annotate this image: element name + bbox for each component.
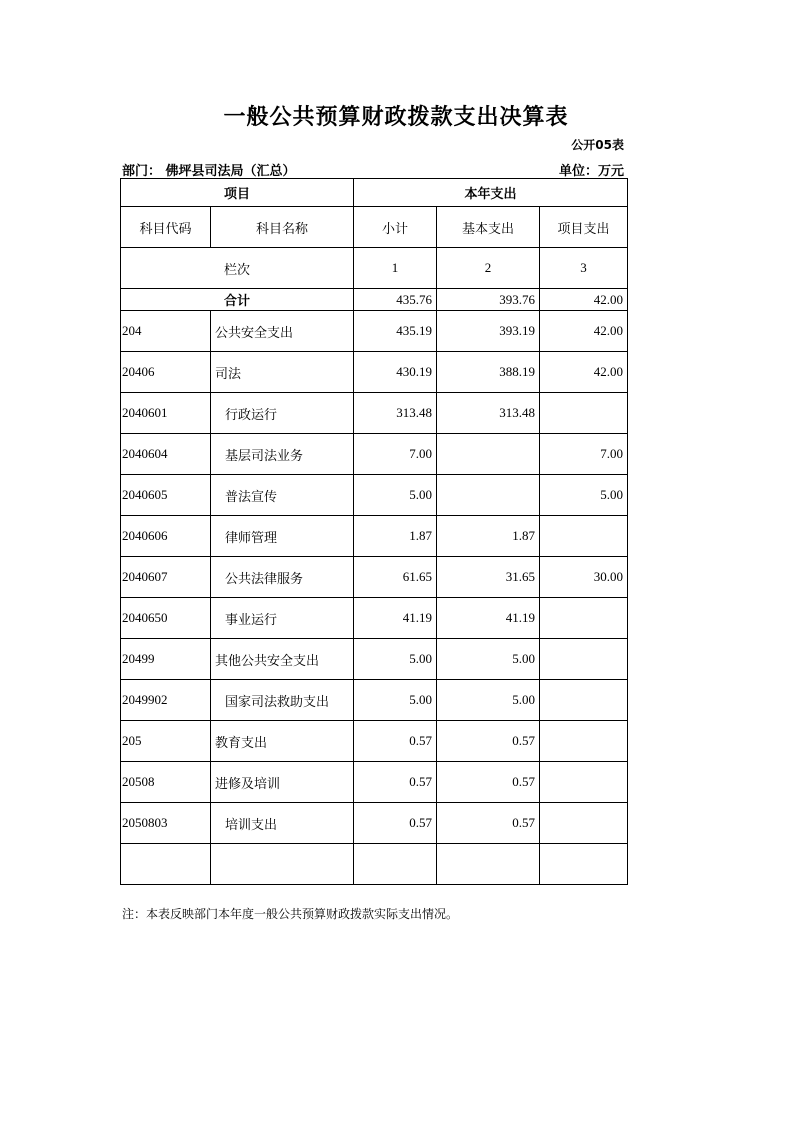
row-basic: 5.00 bbox=[437, 680, 540, 721]
column-number-row bbox=[121, 248, 628, 289]
row-code: 2040650 bbox=[121, 598, 211, 639]
total-subtotal: 435.76 bbox=[354, 289, 437, 311]
row-name: 律师管理 bbox=[211, 516, 354, 557]
table-row bbox=[121, 803, 628, 844]
row-code: 2040601 bbox=[121, 393, 211, 434]
header-row-1 bbox=[121, 179, 628, 207]
row-name: 行政运行 bbox=[211, 393, 354, 434]
row-project bbox=[540, 721, 628, 762]
row-code: 20406 bbox=[121, 352, 211, 393]
row-code: 2050803 bbox=[121, 803, 211, 844]
header-subtotal: 小计 bbox=[354, 207, 437, 248]
row-name: 国家司法救助支出 bbox=[211, 680, 354, 721]
unit-label: 单位：万元 bbox=[558, 164, 624, 179]
page-title: 一般公共预算财政拨款支出决算表 bbox=[223, 105, 569, 130]
table-row bbox=[121, 352, 628, 393]
row-project: 7.00 bbox=[540, 434, 628, 475]
row-code: 2040607 bbox=[121, 557, 211, 598]
row-basic: 0.57 bbox=[437, 762, 540, 803]
row-subtotal: 313.48 bbox=[354, 393, 437, 434]
row-basic: 393.19 bbox=[437, 311, 540, 352]
table-row bbox=[121, 434, 628, 475]
column-number-2: 2 bbox=[437, 248, 540, 289]
header-code: 科目代码 bbox=[121, 207, 211, 248]
table-row bbox=[121, 311, 628, 352]
row-code: 20499 bbox=[121, 639, 211, 680]
row-project: 30.00 bbox=[540, 557, 628, 598]
empty-cell bbox=[211, 844, 354, 885]
column-number-3: 3 bbox=[540, 248, 628, 289]
total-basic: 393.76 bbox=[437, 289, 540, 311]
row-subtotal: 5.00 bbox=[354, 680, 437, 721]
table-row bbox=[121, 598, 628, 639]
row-project: 42.00 bbox=[540, 311, 628, 352]
row-name: 司法 bbox=[211, 352, 354, 393]
row-project bbox=[540, 516, 628, 557]
header-basic: 基本支出 bbox=[437, 207, 540, 248]
table-row bbox=[121, 557, 628, 598]
row-project bbox=[540, 598, 628, 639]
table-row bbox=[121, 721, 628, 762]
row-name: 公共法律服务 bbox=[211, 557, 354, 598]
row-project bbox=[540, 762, 628, 803]
table-row bbox=[121, 680, 628, 721]
row-name: 其他公共安全支出 bbox=[211, 639, 354, 680]
total-project: 42.00 bbox=[540, 289, 628, 311]
row-name: 教育支出 bbox=[211, 721, 354, 762]
row-code: 2049902 bbox=[121, 680, 211, 721]
total-row bbox=[121, 289, 628, 311]
empty-row bbox=[121, 844, 628, 885]
row-basic: 41.19 bbox=[437, 598, 540, 639]
row-basic: 1.87 bbox=[437, 516, 540, 557]
row-code: 2040604 bbox=[121, 434, 211, 475]
row-basic: 31.65 bbox=[437, 557, 540, 598]
row-basic: 313.48 bbox=[437, 393, 540, 434]
footnote: 注：本表反映部门本年度一般公共预算财政拨款实际支出情况。 bbox=[122, 907, 459, 921]
form-number: 公开05表 bbox=[571, 138, 624, 152]
row-project bbox=[540, 803, 628, 844]
row-name: 事业运行 bbox=[211, 598, 354, 639]
row-subtotal: 61.65 bbox=[354, 557, 437, 598]
empty-cell bbox=[121, 844, 211, 885]
table-row bbox=[121, 639, 628, 680]
row-name: 培训支出 bbox=[211, 803, 354, 844]
row-subtotal: 41.19 bbox=[354, 598, 437, 639]
row-code: 204 bbox=[121, 311, 211, 352]
empty-cell bbox=[540, 844, 628, 885]
row-subtotal: 5.00 bbox=[354, 639, 437, 680]
row-subtotal: 0.57 bbox=[354, 762, 437, 803]
row-name: 进修及培训 bbox=[211, 762, 354, 803]
row-project bbox=[540, 680, 628, 721]
row-project bbox=[540, 393, 628, 434]
row-basic: 0.57 bbox=[437, 721, 540, 762]
row-project: 42.00 bbox=[540, 352, 628, 393]
column-label: 栏次 bbox=[121, 248, 354, 289]
row-basic: 5.00 bbox=[437, 639, 540, 680]
table-row bbox=[121, 475, 628, 516]
header-current-year: 本年支出 bbox=[354, 179, 628, 207]
row-subtotal: 0.57 bbox=[354, 803, 437, 844]
row-basic bbox=[437, 475, 540, 516]
row-subtotal: 435.19 bbox=[354, 311, 437, 352]
header-project-exp: 项目支出 bbox=[540, 207, 628, 248]
department-label: 部门： 佛坪县司法局（汇总） bbox=[122, 164, 296, 179]
expenditure-table bbox=[120, 178, 628, 885]
row-basic: 0.57 bbox=[437, 803, 540, 844]
row-name: 普法宣传 bbox=[211, 475, 354, 516]
row-project bbox=[540, 639, 628, 680]
row-basic bbox=[437, 434, 540, 475]
table-row bbox=[121, 516, 628, 557]
table-row bbox=[121, 393, 628, 434]
row-name: 基层司法业务 bbox=[211, 434, 354, 475]
row-subtotal: 7.00 bbox=[354, 434, 437, 475]
column-number-1: 1 bbox=[354, 248, 437, 289]
header-name: 科目名称 bbox=[211, 207, 354, 248]
empty-cell bbox=[437, 844, 540, 885]
header-row-2 bbox=[121, 207, 628, 248]
table-row bbox=[121, 762, 628, 803]
empty-cell bbox=[354, 844, 437, 885]
total-label: 合计 bbox=[121, 289, 354, 311]
row-code: 20508 bbox=[121, 762, 211, 803]
row-name: 公共安全支出 bbox=[211, 311, 354, 352]
row-subtotal: 5.00 bbox=[354, 475, 437, 516]
row-project: 5.00 bbox=[540, 475, 628, 516]
row-code: 205 bbox=[121, 721, 211, 762]
row-subtotal: 430.19 bbox=[354, 352, 437, 393]
row-code: 2040606 bbox=[121, 516, 211, 557]
header-project: 项目 bbox=[121, 179, 354, 207]
row-subtotal: 0.57 bbox=[354, 721, 437, 762]
row-code: 2040605 bbox=[121, 475, 211, 516]
row-basic: 388.19 bbox=[437, 352, 540, 393]
row-subtotal: 1.87 bbox=[354, 516, 437, 557]
